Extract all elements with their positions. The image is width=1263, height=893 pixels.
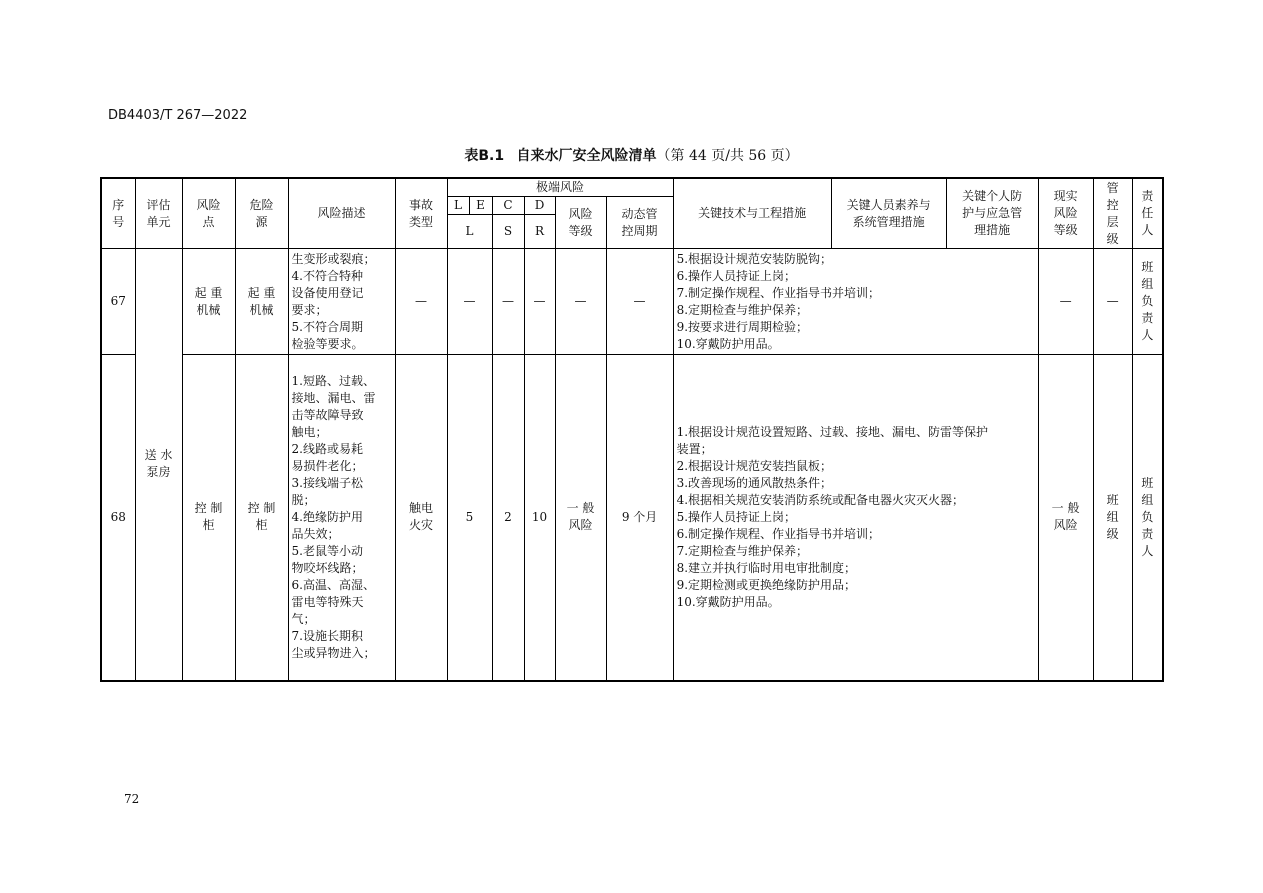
- row-responsible: 班 组 负 责 人: [1132, 249, 1163, 355]
- col-desc-header: 风险描述: [288, 178, 395, 249]
- risk-table: [100, 177, 1164, 682]
- row-risk-level: 一 般 风险: [555, 355, 606, 681]
- table-title: [0, 145, 1263, 165]
- row-control-period: 9 个月: [606, 355, 673, 681]
- row-hazard: 起 重 机械: [235, 249, 288, 355]
- row-description: 生变形或裂痕； 4.不符合特种 设备使用登记 要求； 5.不符合周期 检验等要求。: [288, 249, 395, 355]
- col-unit-header: 评估 单元: [135, 178, 182, 249]
- table-page-info: （第 44 页/共 56 页）: [656, 148, 799, 164]
- row-point: 起 重 机械: [182, 249, 235, 355]
- row-hazard: 控 制 柜: [235, 355, 288, 681]
- page-number: 72: [124, 792, 140, 806]
- row-control-period: —: [606, 249, 673, 355]
- col-actual-risk-header: 现实 风险 等级: [1038, 178, 1093, 249]
- row-s-value: —: [492, 249, 524, 355]
- row-measures: 5.根据设计规范安装防脱钩； 6.操作人员持证上岗； 7.制定操作规程、作业指导书并培训； 8.定期检查与维护保养； 9.按要求进行周期检验； 10.穿戴防护用品。: [673, 249, 1038, 355]
- table-row: [101, 355, 1163, 681]
- row-point: 控 制 柜: [182, 355, 235, 681]
- col-extreme-risk-header: 极端风险: [447, 178, 673, 197]
- col-accident-header: 事故 类型: [395, 178, 447, 249]
- table-name: 自来水厂安全风险清单: [516, 148, 657, 164]
- row-control-level: 班 组 级: [1093, 355, 1132, 681]
- col-control-level-header: 管 控 层 级: [1093, 178, 1132, 249]
- col-d-header: D: [524, 197, 555, 215]
- col-l2-header: L: [447, 215, 492, 249]
- row-control-level: —: [1093, 249, 1132, 355]
- col-seq-header: 序 号: [101, 178, 135, 249]
- col-hazard-header: 危险 源: [235, 178, 288, 249]
- row-unit: 送 水 泵房: [135, 249, 182, 681]
- col-protect-header: 关键个人防 护与应急管 理措施: [946, 178, 1038, 249]
- col-period-header: 动态管 控周期: [606, 197, 673, 249]
- row-l-value: 5: [447, 355, 492, 681]
- col-tech-header: 关键技术与工程措施: [673, 178, 831, 249]
- col-point-header: 风险 点: [182, 178, 235, 249]
- row-actual-risk: 一 般 风险: [1038, 355, 1093, 681]
- row-risk-level: —: [555, 249, 606, 355]
- row-actual-risk: —: [1038, 249, 1093, 355]
- col-s-header: S: [492, 215, 524, 249]
- row-l-value: —: [447, 249, 492, 355]
- row-seq: 68: [101, 355, 135, 681]
- row-accident-type: —: [395, 249, 447, 355]
- row-description: 1.短路、过载、 接地、漏电、雷 击等故障导致 触电； 2.线路或易耗 易损件老化； 3.接线端子松 脱； 4.绝缘防护用 品失效； 5.老鼠等小动 物咬坏线路； 6.高温、高湿、 雷电等特殊天 气； 7.设施长期积 尘或异物进入；: [288, 355, 395, 681]
- document-code: DB4403/T 267—2022: [108, 108, 248, 123]
- col-r-header: R: [524, 215, 555, 249]
- col-e-header: E: [469, 197, 492, 215]
- table-number: 表B.1: [464, 148, 505, 164]
- col-c-header: C: [492, 197, 524, 215]
- row-seq: 67: [101, 249, 135, 355]
- row-r-value: 10: [524, 355, 555, 681]
- col-personnel-header: 关键人员素养与 系统管理措施: [831, 178, 946, 249]
- row-s-value: 2: [492, 355, 524, 681]
- header-row-1: [101, 178, 1163, 197]
- row-accident-type: 触电 火灾: [395, 355, 447, 681]
- row-responsible: 班 组 负 责 人: [1132, 355, 1163, 681]
- table-row: [101, 249, 1163, 355]
- col-l-header: L: [447, 197, 469, 215]
- col-responsible-header: 责 任 人: [1132, 178, 1163, 249]
- row-r-value: —: [524, 249, 555, 355]
- col-level-header: 风险 等级: [555, 197, 606, 249]
- row-measures: 1.根据设计规范设置短路、过载、接地、漏电、防雷等保护 装置； 2.根据设计规范安装挡鼠板； 3.改善现场的通风散热条件； 4.根据相关规范安装消防系统或配备电器火灾灭火器； 5.操作人员持证上岗； 6.制定操作规程、作业指导书并培训； 7.定期检查与维护保养； 8.建立并执行临时用电审批制度； 9.定期检测或更换绝缘防护用品； 10.穿戴防护用品。: [673, 355, 1038, 681]
